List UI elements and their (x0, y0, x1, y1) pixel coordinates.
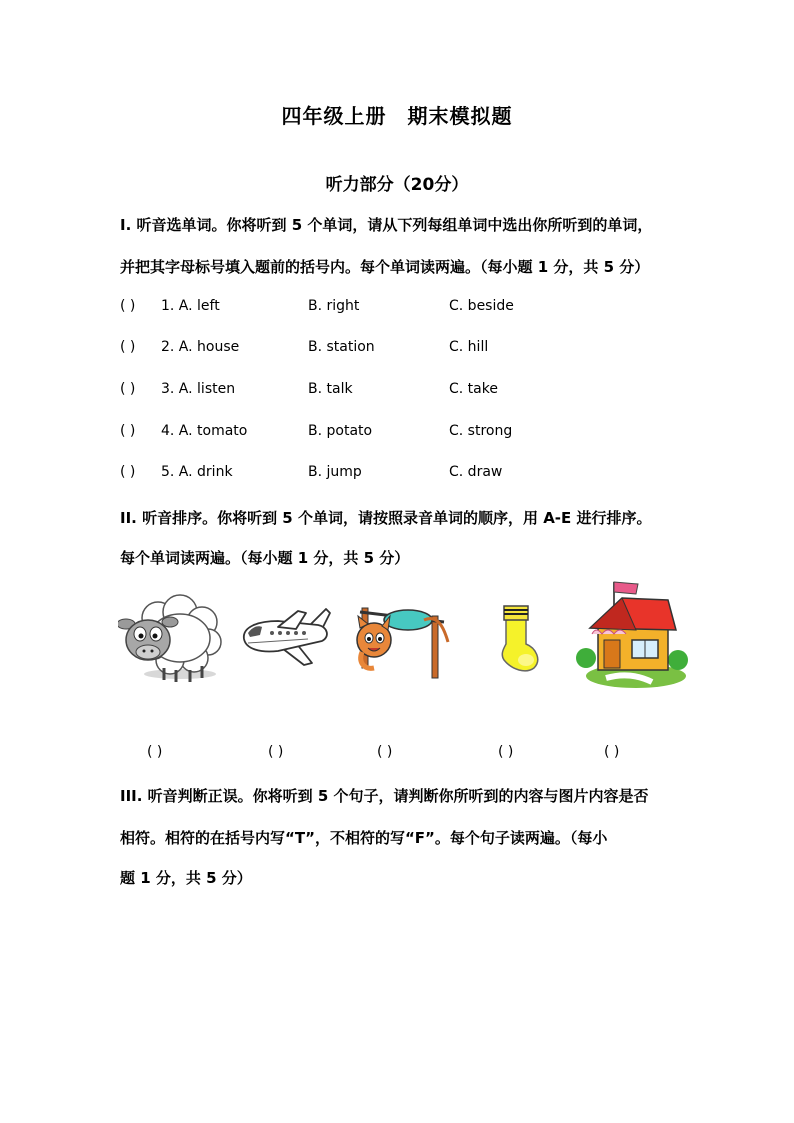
cat-on-fence-picture (352, 598, 452, 682)
option-b: B. station (308, 339, 375, 355)
option-c: C. draw (449, 464, 503, 480)
option-c: C. strong (449, 423, 513, 439)
option-a: 4. A. tomato (161, 423, 248, 439)
option-a: 3. A. listen (161, 381, 236, 397)
option-c: C. take (449, 381, 498, 397)
option-b: B. talk (308, 381, 353, 397)
house-picture (576, 578, 688, 690)
answer-blank[interactable]: ( ) (120, 464, 136, 480)
section3-instruction-line2: 相符。相符的在括号内写“T”，不相符的写“F”。每个句子读两遍。（每小 (120, 829, 608, 847)
answer-blank[interactable]: ( ) (120, 339, 136, 355)
answer-blank[interactable]: ( ) (377, 744, 393, 760)
answer-blank[interactable]: ( ) (604, 744, 620, 760)
section1-instruction-line1: I. 听音选单词。你将听到 5 个单词，请从下列每组单词中选出你所听到的单词， (120, 216, 653, 234)
option-c: C. hill (449, 339, 489, 355)
section2-instruction-line2: 每个单词读两遍。（每小题 1 分，共 5 分） (120, 549, 410, 567)
option-a: 5. A. drink (161, 464, 233, 480)
option-c: C. beside (449, 298, 514, 314)
option-b: B. potato (308, 423, 373, 439)
answer-blank[interactable]: ( ) (147, 744, 163, 760)
section-heading: 听力部分（20分） (325, 175, 469, 195)
answer-blank[interactable]: ( ) (498, 744, 514, 760)
option-b: B. right (308, 298, 360, 314)
option-a: 1. A. left (161, 298, 220, 314)
answer-blank[interactable]: ( ) (120, 381, 136, 397)
option-a: 2. A. house (161, 339, 240, 355)
answer-blank[interactable]: ( ) (120, 298, 136, 314)
section3-instruction-line3: 题 1 分，共 5 分） (120, 869, 252, 887)
section1-instruction-line2: 并把其字母标号填入题前的括号内。每个单词读两遍。（每小题 1 分，共 5 分） (120, 258, 650, 276)
sock-picture (496, 604, 544, 674)
option-b: B. jump (308, 464, 362, 480)
answer-blank[interactable]: ( ) (120, 423, 136, 439)
section3-instruction-line1: III. 听音判断正误。你将听到 5 个句子，请判断你所听到的内容与图片内容是否 (120, 787, 649, 805)
sheep-picture (118, 588, 222, 686)
section2-instruction-line1: II. 听音排序。你将听到 5 个单词，请按照录音单词的顺序，用 A-E 进行排序。 (120, 509, 652, 527)
plane-picture (238, 605, 332, 673)
page-title: 四年级上册 期末模拟题 (281, 104, 513, 128)
answer-blank[interactable]: ( ) (268, 744, 284, 760)
